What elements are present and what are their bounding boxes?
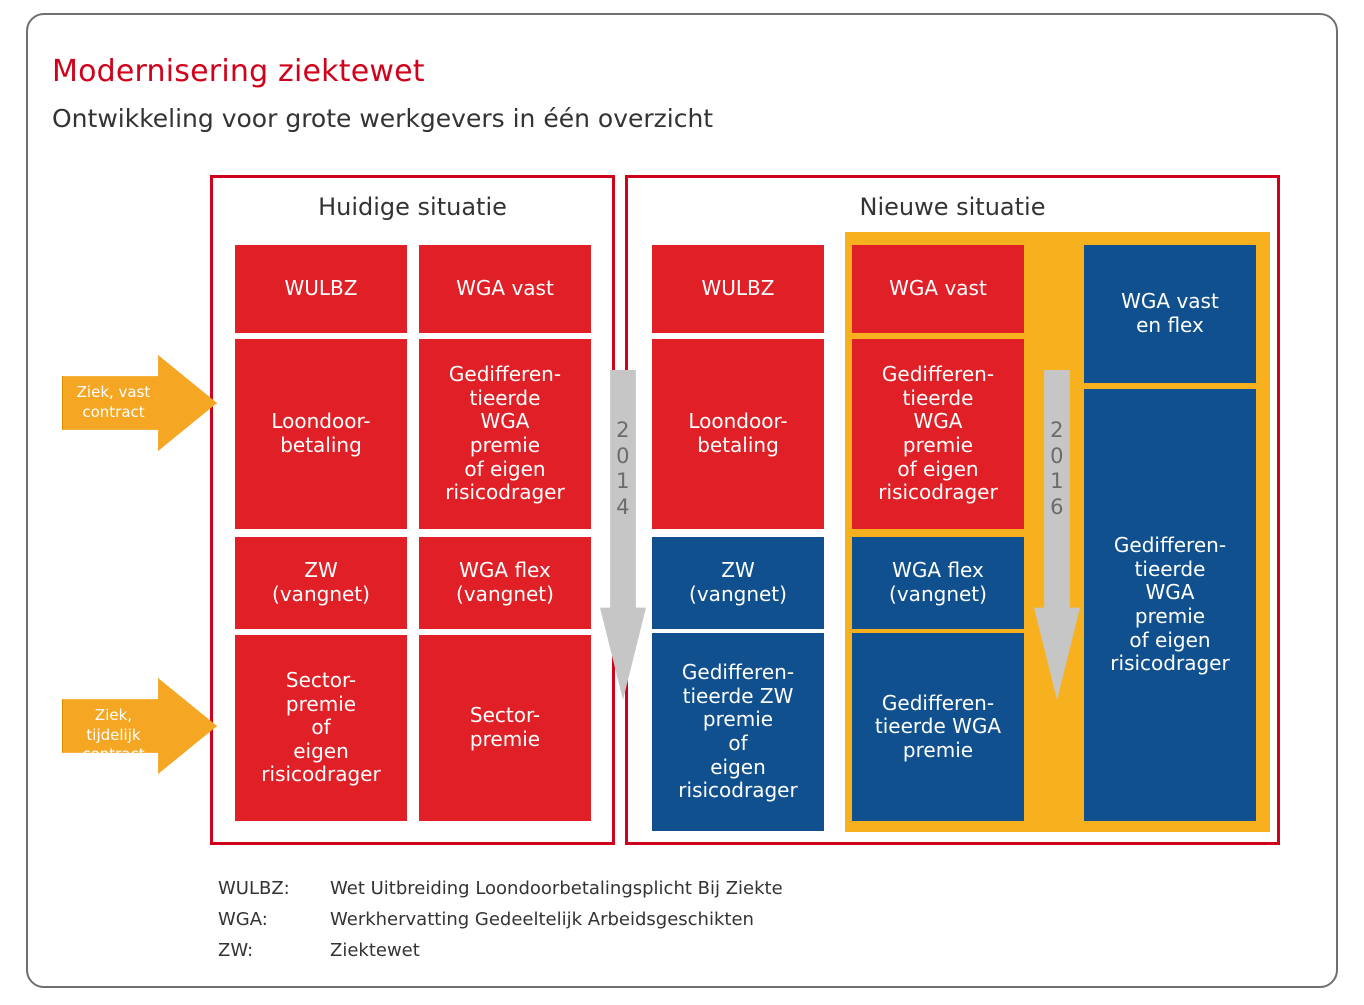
year-digit: 1	[616, 469, 630, 494]
page-title: Modernisering ziektewet	[52, 54, 425, 89]
legend-row	[218, 940, 783, 961]
block-current-wulbz: WULBZ	[235, 245, 407, 333]
year-arrow-2016	[1034, 370, 1080, 700]
legend-term: WULBZ:	[218, 878, 290, 899]
legend-row	[218, 878, 783, 899]
block-new-gedifferentieerde-zw-premie: Gedifferen- tieerde ZW premie of eigen risicodrager	[652, 633, 824, 831]
page-subtitle: Ontwikkeling voor grote werkgevers in één overzicht	[52, 104, 714, 133]
block-current-zw-vangnet: ZW (vangnet)	[235, 537, 407, 629]
entry-arrow-tijdelijk-contract	[62, 678, 217, 774]
entry-arrow-line: Ziek, tijdelijk	[86, 706, 141, 744]
block-new-loondoorbetaling: Loondoor- betaling	[652, 339, 824, 529]
block-new-gedifferentieerde-wga-premie-flex: Gedifferen- tieerde WGA premie	[852, 633, 1024, 821]
legend-term: WGA:	[218, 909, 268, 930]
block-new-gedifferentieerde-wga-premie: Gedifferen- tieerde WGA premie of eigen risicodrager	[852, 339, 1024, 529]
heading-new-situation: Nieuwe situatie	[859, 193, 1046, 221]
legend-row	[218, 909, 783, 930]
entry-arrow-line: contract	[82, 402, 145, 421]
year-digit: 0	[616, 443, 630, 468]
block-new-wga-vast-en-flex: WGA vast en flex	[1084, 245, 1256, 383]
legend-definition: Wet Uitbreiding Loondoorbetalingsplicht Bij Ziekte	[330, 878, 783, 899]
entry-arrow-vast-contract	[62, 355, 217, 451]
block-current-loondoorbetaling: Loondoor- betaling	[235, 339, 407, 529]
year-digit: 2	[1050, 418, 1064, 442]
year-digit: 1	[1050, 469, 1064, 494]
entry-arrow-line: contract	[82, 745, 145, 763]
legend	[218, 878, 783, 971]
year-digit: 6	[1050, 494, 1064, 519]
entry-arrow-line: Ziek, vast	[76, 383, 151, 401]
block-current-gedifferentieerde-wga-premie: Gedifferen- tieerde WGA premie of eigen risicodrager	[419, 339, 591, 529]
legend-term: ZW:	[218, 940, 254, 961]
block-current-sectorpremie: Sector- premie	[419, 635, 591, 821]
year-digit: 0	[1050, 443, 1064, 468]
year-arrow-2016-label	[1034, 418, 1080, 520]
block-new-gedifferentieerde-wga-premie-combined: Gedifferen- tieerde WGA premie of eigen risicodrager	[1084, 389, 1256, 821]
block-new-wulbz: WULBZ	[652, 245, 824, 333]
year-digit: 2	[616, 418, 630, 442]
entry-arrow-tijdelijk-contract-label	[66, 706, 161, 765]
legend-definition: Werkhervatting Gedeeltelijk Arbeidsgeschikten	[330, 909, 754, 930]
heading-current-situation: Huidige situatie	[318, 193, 507, 221]
block-current-sectorpremie-eigenrisicodrager: Sector- premie of eigen risicodrager	[235, 635, 407, 821]
year-digit: 4	[616, 494, 630, 519]
block-new-wga-vast: WGA vast	[852, 245, 1024, 333]
year-arrow-2014-label	[600, 418, 646, 520]
block-current-wga-flex-vangnet: WGA flex (vangnet)	[419, 537, 591, 629]
block-new-wga-flex-vangnet: WGA flex (vangnet)	[852, 537, 1024, 629]
block-current-wga-vast: WGA vast	[419, 245, 591, 333]
entry-arrow-vast-contract-label	[66, 383, 161, 422]
legend-definition: Ziektewet	[330, 940, 420, 961]
year-arrow-2014	[600, 370, 646, 700]
block-new-zw-vangnet: ZW (vangnet)	[652, 537, 824, 629]
